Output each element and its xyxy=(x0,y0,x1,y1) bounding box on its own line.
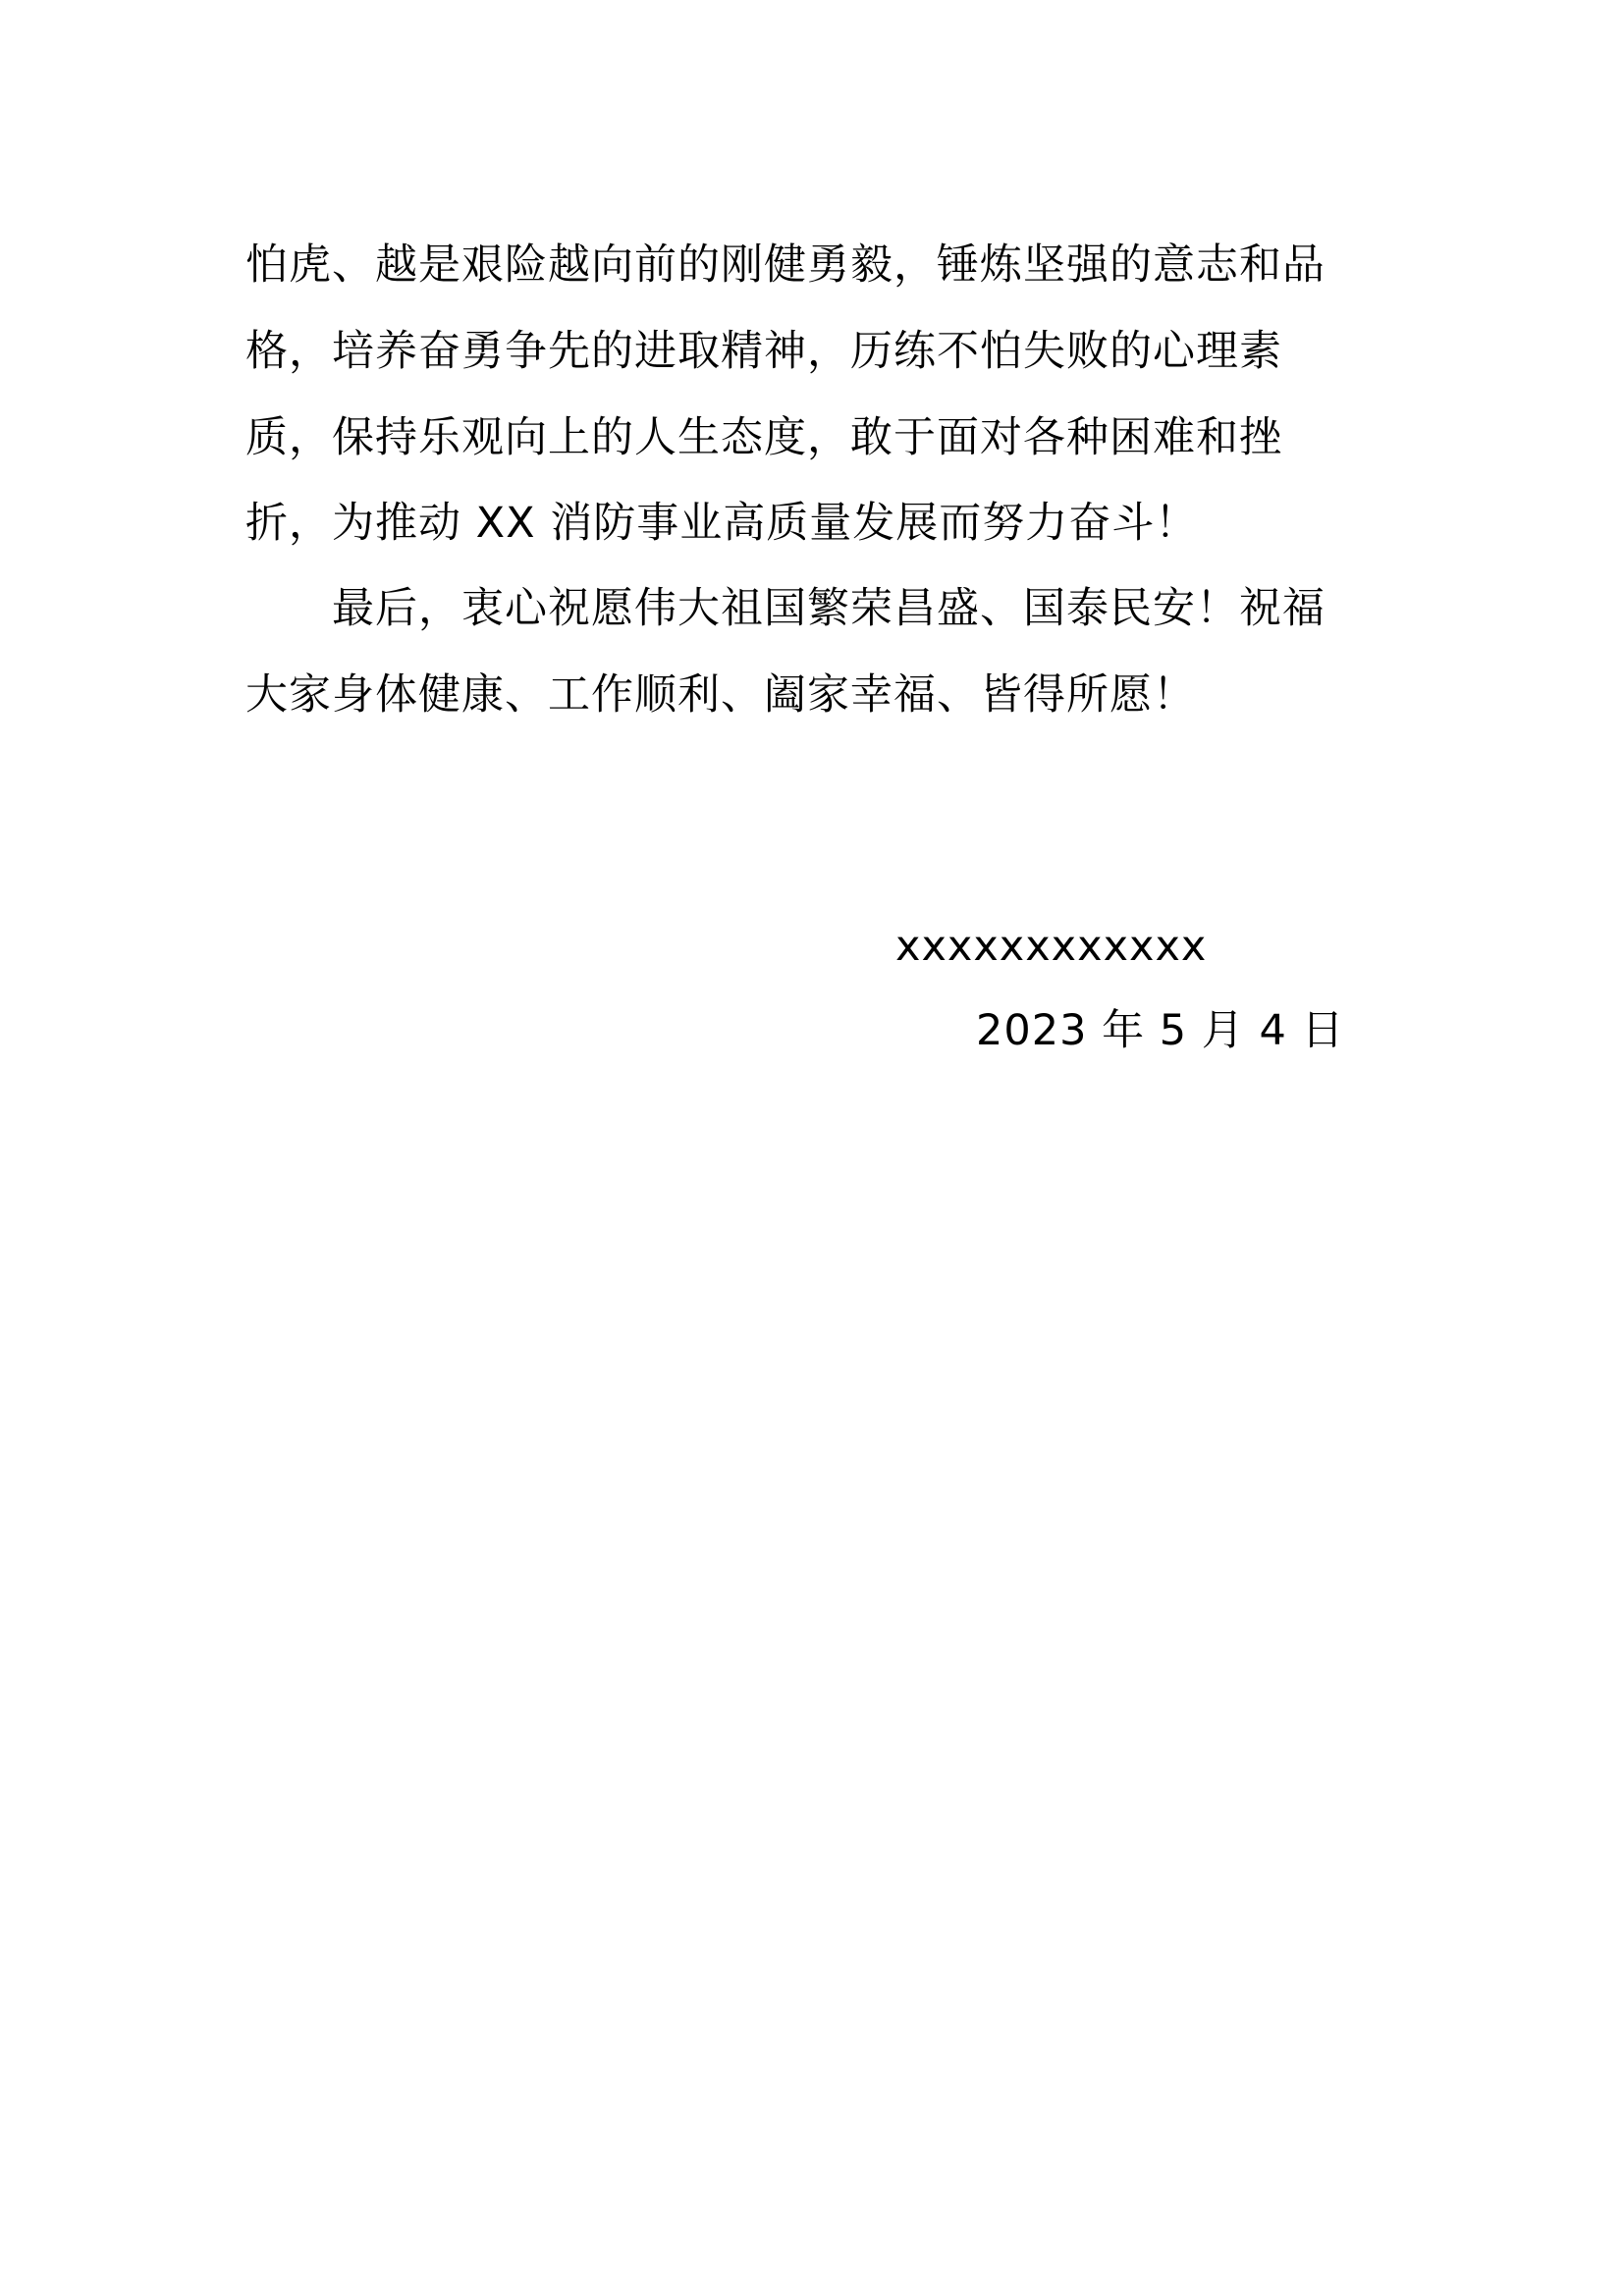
signature-name: xxxxxxxxxxxx xyxy=(895,922,1208,971)
signature-date: 2023 年 5 月 4 日 xyxy=(976,1006,1345,1055)
closing-paragraph-line: 最后，衷心祝愿伟大祖国繁荣昌盛、国泰民安！祝福 xyxy=(332,584,1325,633)
closing-paragraph-line: 大家身体健康、工作顺利、阖家幸福、皆得所愿！ xyxy=(245,670,1196,720)
body-text-line: 质，保持乐观向上的人生态度，敢于面对各种困难和挫 xyxy=(245,413,1282,462)
body-text-line: 怕虎、越是艰险越向前的刚健勇毅，锤炼坚强的意志和品 xyxy=(245,240,1325,290)
body-text-line: 格，培养奋勇争先的进取精神，历练不怕失败的心理素 xyxy=(245,327,1282,376)
body-text-line: 折，为推动 XX 消防事业高质量发展而努力奋斗！ xyxy=(245,499,1199,548)
